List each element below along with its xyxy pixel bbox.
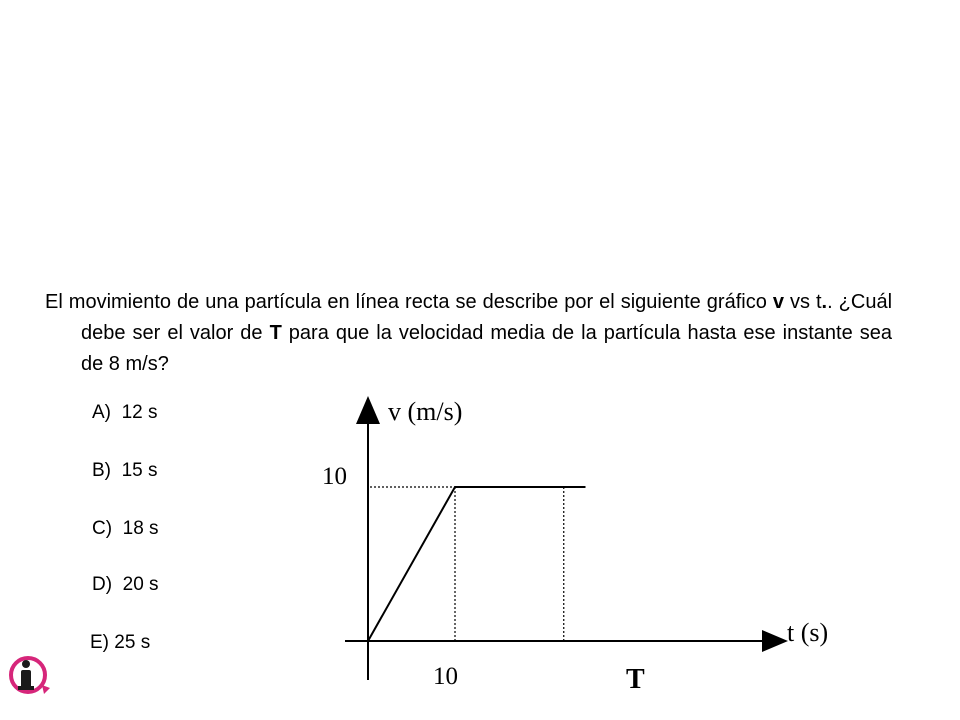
- option-e[interactable]: E) 25 s: [90, 632, 151, 653]
- question-text: El movimiento de una partícula en línea recta se describe por el siguiente gráfico v vs t.. ¿Cuál debe ser el valor de T para que la velocidad media de la partícula hasta ese instante sea de 8 m/s?: [45, 291, 893, 375]
- option-a[interactable]: A) 12 s: [92, 402, 158, 423]
- option-d[interactable]: D) 20 s: [92, 574, 159, 595]
- x-axis-arrow: [762, 630, 788, 652]
- period: .: [821, 291, 828, 313]
- y-axis-label: v (m/s): [388, 397, 463, 426]
- x-axis-label: t (s): [787, 618, 829, 647]
- v-variable: v: [772, 291, 784, 313]
- x-tick-10: 10: [433, 663, 458, 690]
- option-b[interactable]: B) 15 s: [92, 460, 158, 481]
- series-line: [368, 487, 586, 641]
- info-icon: [6, 652, 52, 698]
- option-c[interactable]: C) 18 s: [92, 518, 159, 539]
- y-tick-10: 10: [322, 463, 347, 490]
- velocity-time-graph: [300, 380, 860, 700]
- T-variable: T: [269, 322, 282, 344]
- x-tick-T: T: [626, 664, 645, 695]
- y-axis-arrow: [356, 396, 380, 424]
